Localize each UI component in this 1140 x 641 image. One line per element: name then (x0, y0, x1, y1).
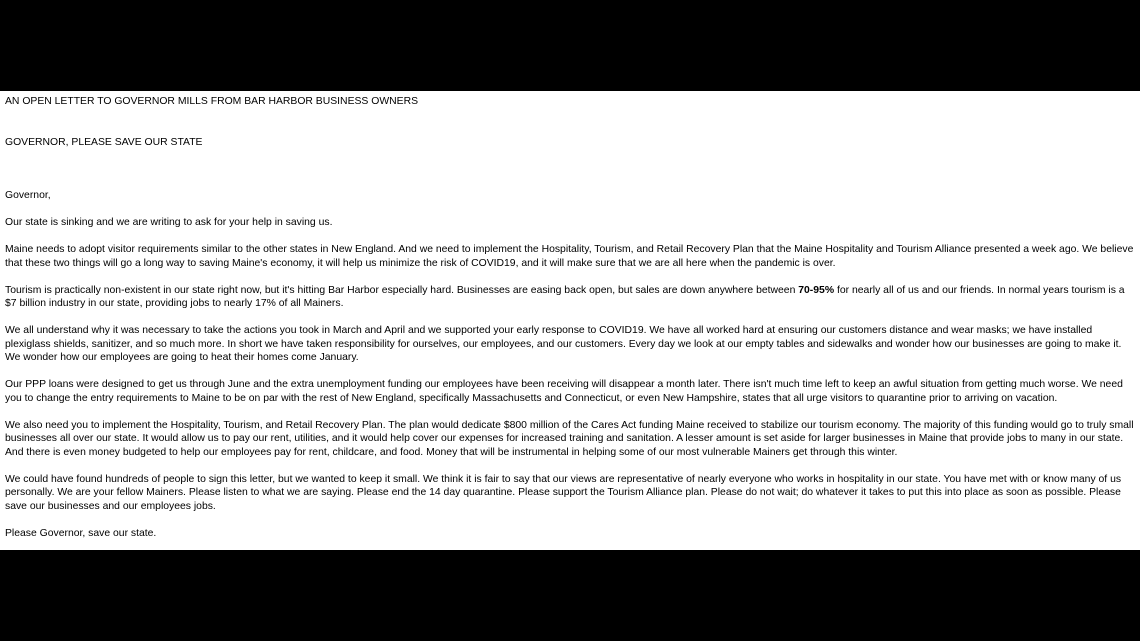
letter-closing: Please Governor, save our state. (5, 527, 157, 539)
paragraph-3-text-start: Tourism is practically non-existent in our state right now, but it's hitting Bar Harbor especially hard. Businesses are easing back open, but sales are down anywhere between (5, 284, 799, 296)
letter-title: AN OPEN LETTER TO GOVERNOR MILLS FROM BAR HARBOR BUSINESS OWNERS (5, 96, 419, 107)
letter-salutation: Governor, (5, 190, 51, 201)
sales-decline-figure: 70-95% (798, 284, 835, 296)
paragraph-4: We all understand why it was necessary to take the actions you took in March and April and we supported your early response to COVID19. We have all worked hard at ensuring our customers distance and wear masks; we have installed plexiglass shields, sanitizer, and so much more. In short we have taken responsibility for ourselves, our employees, and our customers. Every day we look at our empty tables and sidewalks and wonder how our businesses are going to make it. We wonder how our employees are going to heat their homes come January. (5, 325, 1122, 363)
paragraph-3 (5, 284, 1136, 311)
paragraph-5: Our PPP loans were designed to get us through June and the extra unemployment funding our employees have been receiving will disappear a month later. There isn't much time left to keep an awful situation from getting much worse. We need you to change the entry requirements to Maine to be on par with the rest of New England, specifically Massachusetts and Connecticut, or even New Hampshire, states that all urge visitors to quarantine prior to arriving on vacation. (5, 379, 1123, 404)
paragraph-1: Our state is sinking and we are writing to ask for your help in saving us. (5, 217, 333, 228)
paragraph-6: We also need you to implement the Hospitality, Tourism, and Retail Recovery Plan. The plan would dedicate $800 million of the Cares Act funding Maine received to stabilize our tourism economy. The majority of this funding would go to truly small businesses all over our state. It would allow us to pay our rent, utilities, and it would help cover our expenses for increased training and sanitation. A lesser amount is set aside for larger businesses in Maine that provide jobs to many in our state. And there is even money budgeted to help our employees pay for rent, childcare, and food. Money that will be instrumental in helping some of our most vulnerable Mainers get through this winter. (5, 419, 1134, 458)
paragraph-2: Maine needs to adopt visitor requirements similar to the other states in New England. And we need to implement the Hospitality, Tourism, and Retail Recovery Plan that the Maine Hospitality and Tourism Alliance presented a week ago. We believe that these two things will go a long way to saving Maine's economy, it will help us minimize the risk of COVID19, and it will make sure that we are all here when the pandemic is over. (5, 244, 1134, 269)
letter-document (0, 91, 1140, 550)
paragraph-7: We could have found hundreds of people to sign this letter, but we wanted to keep it small. We think it is fair to say that our views are representative of nearly everyone who works in hospitality in our state. You have met with or know many of us personally. We are your fellow Mainers. Please listen to what we are saying. Please end the 14 day quarantine. Please support the Tourism Alliance plan. Please do not wait; do whatever it takes to put this into place as soon as possible. Please save our businesses and our employees jobs. (5, 473, 1122, 512)
letter-subtitle: GOVERNOR, PLEASE SAVE OUR STATE (5, 136, 203, 148)
paragraph-3-text-end: for nearly all of us and our friends. In normal years tourism is a $7 billion industry in our state, providing jobs to nearly 17% of all Mainers. (5, 284, 1125, 309)
